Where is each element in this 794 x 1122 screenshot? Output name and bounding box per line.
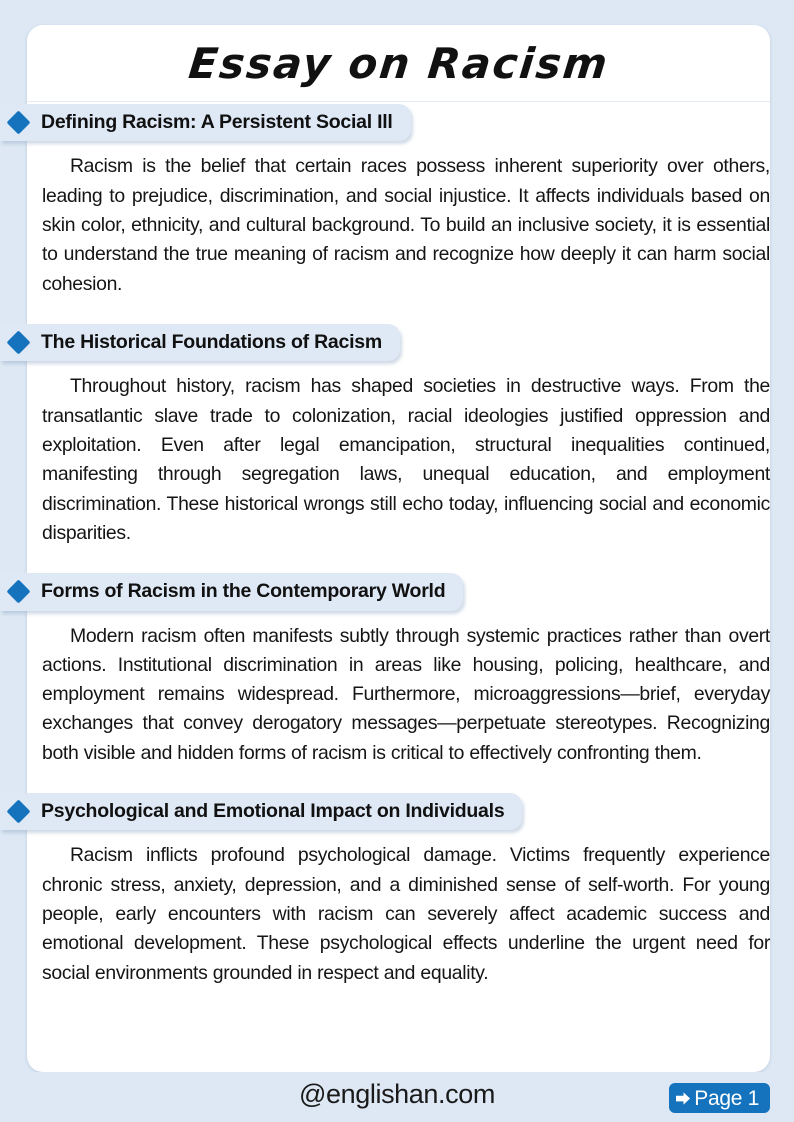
- section-2-heading: [0, 324, 400, 361]
- section-4: [0, 793, 794, 1002]
- title-block: [27, 25, 770, 102]
- section-1-heading: [0, 104, 411, 141]
- page-footer: [0, 1072, 794, 1122]
- section-2-heading-label: The Historical Foundations of Racism: [41, 330, 382, 353]
- section-3-heading-label: Forms of Racism in the Contemporary World: [41, 580, 446, 603]
- site-name: @englishan.com: [299, 1079, 495, 1109]
- document-content: [0, 104, 794, 1002]
- page-number-badge: [669, 1083, 770, 1113]
- section-2-body: Throughout history, racism has shaped societies in destructive ways. From the transatlantic slave trade to colonization, racial ideologies justified oppression and exploitation. Even after legal emancipation, structural inequalities continued, manifesting through segregation laws, unequal education, and employment discrimination. These historical wrongs still echo today, influencing social and economic disparities.: [42, 375, 770, 544]
- section-3-body: Modern racism often manifests subtly through systemic practices rather than overt actions. Institutional discrimination in areas like housing, policing, healthcare, and employment remains widespread. Furthermore, microaggressions—brief, everyday exchanges that convey derogatory messages—perpetuate stereotypes. Recognizing both visible and hidden forms of racism is critical to effectively confronting them.: [42, 624, 770, 764]
- section-4-body: Racism inflicts profound psychological damage. Victims frequently experience chronic stress, anxiety, depression, and a diminished sense of self-worth. For young people, early encounters with racism can severely affect academic success and emotional development. These psychological effects underline the urgent need for social environments grounded in respect and equality.: [42, 844, 770, 984]
- section-1: [0, 104, 794, 313]
- diamond-bullet-icon: [6, 110, 30, 134]
- diamond-bullet-icon: [6, 579, 30, 603]
- section-2: [0, 324, 794, 562]
- arrow-right-icon: [676, 1091, 691, 1106]
- section-1-body: Racism is the belief that certain races possess inherent superiority over others, leading to prejudice, discrimination, and social injustice. It affects individuals based on skin color, ethnicity, and cultural background. To build an inclusive society, it is essential to understand the true meaning of racism and recognize how deeply it can harm social cohesion.: [42, 155, 770, 295]
- section-3-heading: [0, 573, 463, 610]
- section-3: [0, 573, 794, 782]
- page-number-label: Page 1: [694, 1086, 759, 1110]
- section-4-heading: [0, 793, 522, 830]
- page-title: Essay on Racism: [185, 38, 611, 88]
- diamond-bullet-icon: [6, 799, 30, 823]
- section-1-heading-label: Defining Racism: A Persistent Social Ill: [41, 111, 393, 133]
- diamond-bullet-icon: [6, 330, 30, 354]
- section-4-heading-label: Psychological and Emotional Impact on Individuals: [41, 800, 505, 823]
